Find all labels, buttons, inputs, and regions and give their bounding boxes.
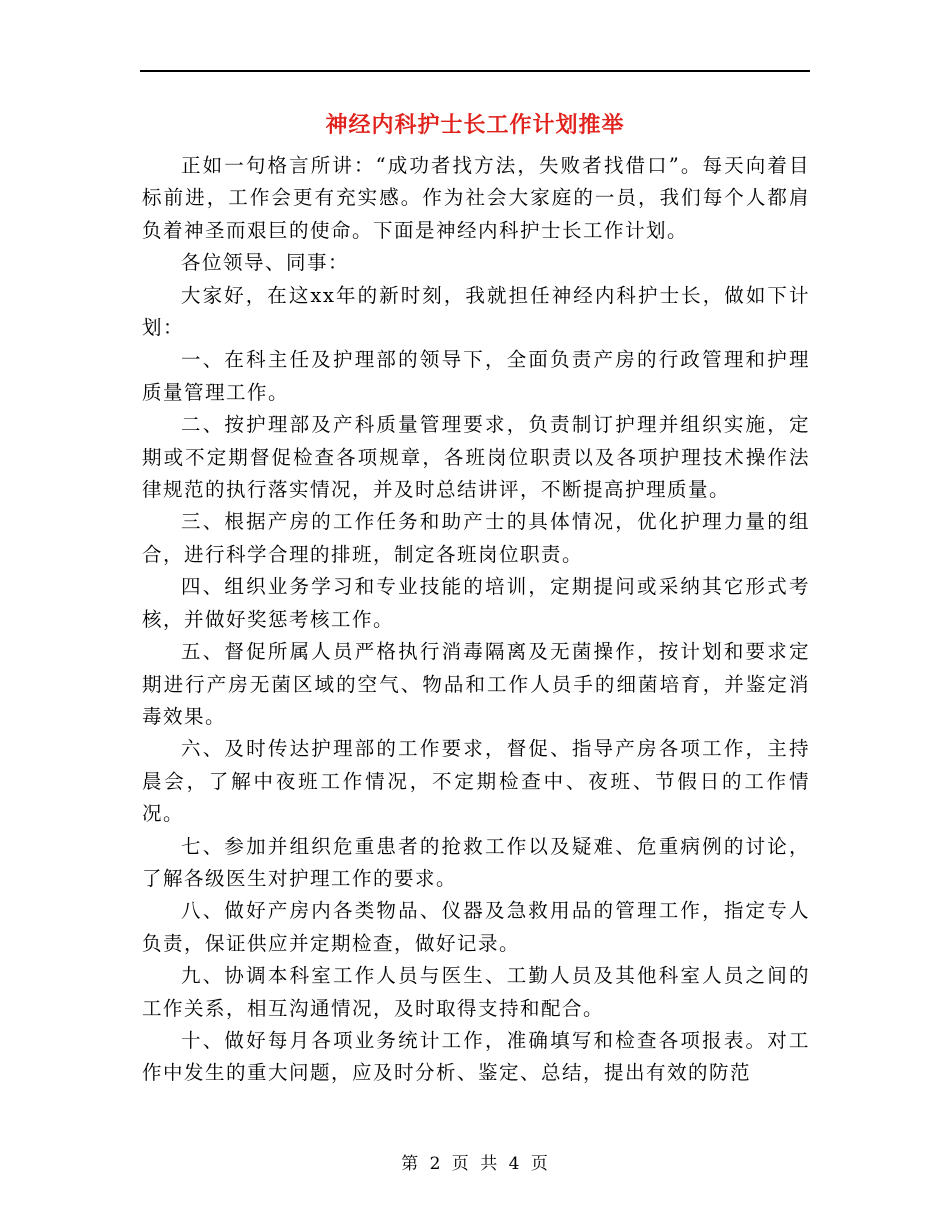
paragraph-item-2: 二、按护理部及产科质量管理要求，负责制订护理并组织实施，定期或不定期督促检查各项规章，各班岗位职责以及各项护理技术操作法律规范的执行落实情况，并及时总结讲评，不断提高护理质量。 [142,413,810,502]
paragraph-item-7: 七、参加并组织危重患者的抢救工作以及疑难、危重病例的讨论，了解各级医生对护理工作的要求。 [142,834,810,890]
document-title: 神经内科护士长工作计划推举 [325,112,625,138]
paragraph-item-6: 六、及时传达护理部的工作要求，督促、指导产房各项工作，主持晨会，了解中夜班工作情况，不定期检查中、夜班、节假日的工作情况。 [142,737,810,826]
paragraph-item-4: 四、组织业务学习和专业技能的培训，定期提问或采纳其它形式考核，并做好奖惩考核工作。 [142,575,810,631]
paragraph-item-1: 一、在科主任及护理部的领导下，全面负责产房的行政管理和护理质量管理工作。 [142,348,810,404]
paragraph-intro: 正如一句格言所讲：“成功者找方法，失败者找借口”。每天向着目标前进，工作会更有充实感。作为社会大家庭的一员，我们每个人都肩负着神圣而艰巨的使命。下面是神经内科护士长工作计划。 [142,154,810,242]
paragraph-item-10: 十、做好每月各项业务统计工作，准确填写和检查各项报表。对工作中发生的重大问题，应及时分析、鉴定、总结，提出有效的防范 [142,1028,810,1085]
document-body [142,150,810,1090]
paragraph-item-5: 五、督促所属人员严格执行消毒隔离及无菌操作，按计划和要求定期进行产房无菌区域的空气、物品和工作人员手的细菌培育，并鉴定消毒效果。 [142,640,810,728]
header-rule [140,70,810,72]
paragraph-item-3: 三、根据产房的工作任务和助产士的具体情况，优化护理力量的组合，进行科学合理的排班，制定各班岗位职责。 [142,510,810,566]
paragraph-salutation: 各位领导、同事： [181,251,350,275]
paragraph-item-8: 八、做好产房内各类物品、仪器及急救用品的管理工作，指定专人负责，保证供应并定期检查，做好记录。 [142,899,810,955]
paragraph-greeting: 大家好，在这xx年的新时刻，我就担任神经内科护士长，做如下计划： [142,283,810,340]
page-number-footer: 第 2 页 共 4 页 [401,1154,549,1174]
paragraph-item-9: 九、协调本科室工作人员与医生、工勤人员及其他科室人员之间的工作关系，相互沟通情况，及时取得支持和配合。 [142,964,810,1020]
